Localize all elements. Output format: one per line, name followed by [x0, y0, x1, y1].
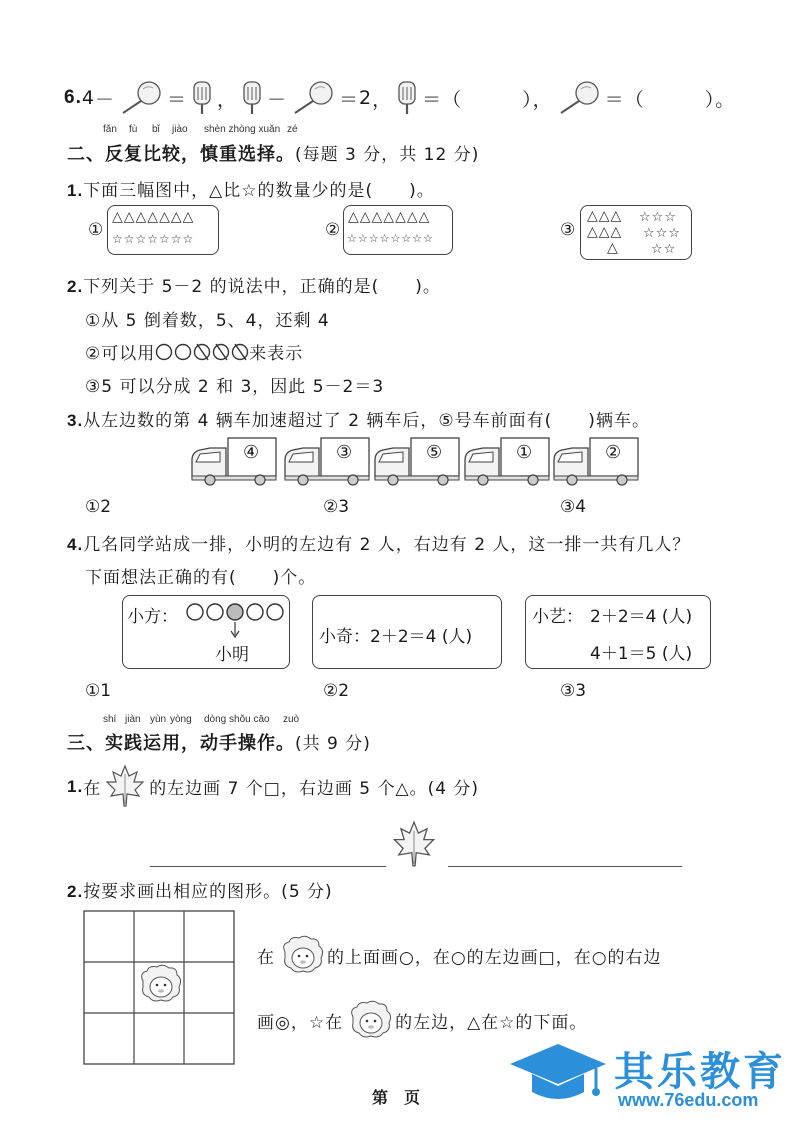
- q6-eq-2: ＝: [339, 88, 360, 111]
- s2-q3-text: 从左边数的第 4 辆车加速超过了 2 辆车后，⑤号车前面有( )辆车。: [83, 411, 650, 431]
- star-group-top: ☆☆☆: [639, 210, 677, 225]
- pinyin-jian: jiàn: [125, 714, 141, 725]
- answer-line-left[interactable]: [150, 866, 386, 867]
- triangle-row: △△△△△△△: [348, 209, 431, 225]
- s3-q1-text: 的左边画 7 个□，右边画 5 个△。(4 分): [149, 779, 480, 799]
- pinyin-bi: bǐ: [152, 124, 160, 135]
- truck-number: ④: [243, 442, 260, 463]
- truck-number: ①: [516, 442, 533, 463]
- truck-icon: [190, 436, 278, 486]
- s2-q4-text1: 几名同学站成一排，小明的左边有 2 人，右边有 2 人，这一排一共有几人？: [83, 535, 691, 555]
- star-group-bottom: ☆☆: [651, 242, 677, 257]
- q6-number: 6.: [64, 87, 82, 108]
- section2-score: (每题 3 分，共 12 分): [295, 145, 480, 165]
- box1-name: 小明: [215, 645, 249, 665]
- star-group-mid: ☆☆☆: [643, 226, 681, 241]
- section2-title: 二、反复比较，慎重选择。: [67, 144, 295, 165]
- truck-number: ②: [605, 442, 622, 463]
- popsicle-icon: [189, 80, 215, 116]
- s2-q1-opt3-label[interactable]: ③: [560, 220, 576, 240]
- s2-q1-text: 下面三幅图中，△比☆的数量少的是( )。: [83, 181, 435, 201]
- pinyin-jiao: jiào: [172, 124, 188, 135]
- watermark-url: www.76edu.com: [618, 1090, 759, 1110]
- section2-heading: [67, 140, 479, 166]
- s2-q1-opt3-box[interactable]: [580, 205, 692, 260]
- s3-q2-line2-post: 的左边，△在☆的下面。: [395, 1013, 588, 1033]
- circles-crossed-out-icon: [155, 343, 249, 361]
- s3-q2-line2-pre: 画◎，☆在: [257, 1013, 344, 1033]
- s2-q2-opt3[interactable]: ③5 可以分成 2 和 3，因此 5－2＝3: [85, 377, 385, 397]
- box1-label: 小方：: [127, 607, 178, 627]
- s2-q3-number: 3.: [67, 411, 84, 430]
- s2-q4-opt3[interactable]: ③3: [560, 681, 587, 701]
- s3-q2-instruction-2: [257, 1008, 587, 1033]
- triangle-group-mid: △△△: [587, 224, 623, 240]
- s3-q2-number: 2.: [67, 882, 84, 901]
- s3-q2-prompt: [67, 877, 333, 902]
- q6-comma-2: ，: [372, 88, 393, 111]
- maple-leaf-icon: [105, 764, 145, 808]
- s2-q4-text2: 下面想法正确的有( )个。: [85, 568, 317, 588]
- pinyin-zuo: zuò: [283, 714, 300, 725]
- pinyin-yun: yùn: [150, 714, 167, 725]
- maple-leaf-icon: [392, 820, 436, 868]
- graduation-cap-icon: [508, 1040, 608, 1106]
- s2-q1-number: 1.: [67, 181, 84, 200]
- truck-number: ⑤: [426, 442, 443, 463]
- s3-q1-pre: 在: [83, 779, 102, 799]
- s2-q3-opt1[interactable]: ①2: [85, 497, 112, 517]
- star-row: ☆☆☆☆☆☆☆☆: [347, 232, 434, 245]
- s3-q1-prompt: [67, 774, 479, 799]
- truck-icon: [552, 436, 640, 486]
- s3-q2-line1-post: 的上面画○，在○的左边画□，在○的右边: [327, 948, 662, 968]
- q6-minus-1: －: [94, 88, 115, 111]
- triangle-group-top: △△△: [587, 208, 623, 224]
- triangle-group-bottom: △: [607, 240, 619, 256]
- q6-two: 2: [359, 87, 373, 109]
- s2-q4-number: 4.: [67, 535, 84, 554]
- truck: [190, 436, 278, 491]
- watermark-name: 其乐教育: [614, 1049, 786, 1095]
- s2-q1-opt1-label[interactable]: ①: [88, 220, 104, 240]
- q6-eq-1: ＝: [166, 88, 187, 111]
- popsicle-icon: [394, 80, 420, 116]
- s3-q2-line1-pre: 在: [257, 948, 275, 968]
- s2-q1-prompt: [67, 176, 435, 201]
- pinyin-ze: zé: [287, 124, 298, 135]
- box3-line2: 4＋1＝5 (人): [590, 644, 693, 664]
- s2-q4-opt1[interactable]: ①1: [85, 681, 112, 701]
- s2-q2-opt2[interactable]: [85, 339, 303, 364]
- q6-four: 4: [81, 87, 95, 109]
- s2-q4-box1: [122, 595, 290, 669]
- s2-q4-box3: [525, 595, 711, 669]
- s2-q3-prompt: [67, 406, 650, 431]
- s3-q2-instruction-1: [257, 943, 662, 968]
- sheep-icon: [345, 999, 393, 1041]
- triangle-row: △△△△△△△: [112, 209, 195, 225]
- s2-q3-opt3[interactable]: ③4: [560, 497, 587, 517]
- q6-eq-3: ＝: [422, 88, 443, 111]
- lollipop-icon: [289, 80, 337, 116]
- pinyin-shi: shí: [103, 714, 117, 725]
- s2-q2-opt2-post: 来表示: [249, 344, 304, 364]
- pinyin-fu: fù: [129, 124, 138, 135]
- pinyin-shenzhongxuan: shèn zhòng xuǎn: [204, 124, 281, 135]
- q6-comma-1: ，: [216, 88, 237, 111]
- q6-line: [64, 80, 735, 116]
- box3-line1: 2＋2＝4 (人): [590, 607, 693, 627]
- section3-score: (共 9 分): [295, 734, 371, 754]
- drawing-grid[interactable]: [83, 910, 235, 1065]
- pinyin-yong: yòng: [170, 714, 192, 725]
- pinyin-dongshoucao: dòng shǒu cāo: [204, 714, 270, 725]
- five-circles-icon: [185, 602, 285, 642]
- q6-blank-b[interactable]: （ ）。: [624, 88, 736, 111]
- truck: [552, 436, 640, 491]
- s2-q2-opt2-pre: ②可以用: [85, 344, 156, 364]
- q6-blank-a[interactable]: （ ），: [442, 88, 553, 111]
- truck: [283, 436, 371, 491]
- star-row: ☆☆☆☆☆☆☆: [112, 232, 195, 246]
- s2-q1-opt1-box[interactable]: [107, 205, 219, 255]
- s2-q2-text: 下列关于 5－2 的说法中，正确的是( )。: [83, 277, 441, 297]
- box3-label: 小艺：: [532, 607, 583, 627]
- s3-q2-text: 按要求画出相应的图形。(5 分): [83, 882, 333, 902]
- truck: [463, 436, 551, 491]
- s2-q1-opt2-box[interactable]: [343, 205, 453, 255]
- s2-q2-opt1[interactable]: ①从 5 倒着数，5、4，还剩 4: [85, 311, 330, 331]
- s2-q2-number: 2.: [67, 277, 84, 296]
- sheep-icon: [142, 965, 181, 1001]
- lollipop-icon: [117, 80, 165, 116]
- section3-title: 三、实践运用，动手操作。: [67, 733, 295, 754]
- truck-icon: [373, 436, 461, 486]
- s2-q3-opt2[interactable]: ②3: [323, 497, 350, 517]
- truck: [373, 436, 461, 491]
- s2-q1-opt2-label[interactable]: ②: [325, 220, 341, 240]
- s2-q4-box2: [312, 595, 502, 669]
- truck-number: ③: [336, 442, 353, 463]
- pinyin-fan: fǎn: [103, 124, 117, 135]
- truck-icon: [283, 436, 371, 486]
- section3-heading: [67, 729, 371, 755]
- q6-minus-2: －: [267, 88, 288, 111]
- popsicle-icon: [239, 80, 265, 116]
- q6-eq-4: ＝: [604, 88, 625, 111]
- box2-text: 小奇：2＋2＝4 (人): [319, 627, 473, 647]
- sheep-icon: [277, 934, 325, 976]
- truck-icon: [463, 436, 551, 486]
- s2-q4-prompt: [67, 530, 690, 555]
- lollipop-icon: [555, 80, 603, 116]
- answer-line-right[interactable]: [448, 866, 682, 867]
- s3-q1-number: 1.: [67, 776, 84, 796]
- s2-q2-prompt: [67, 272, 441, 297]
- page-footer: 第 页: [372, 1088, 421, 1107]
- s2-q4-opt2[interactable]: ②2: [323, 681, 350, 701]
